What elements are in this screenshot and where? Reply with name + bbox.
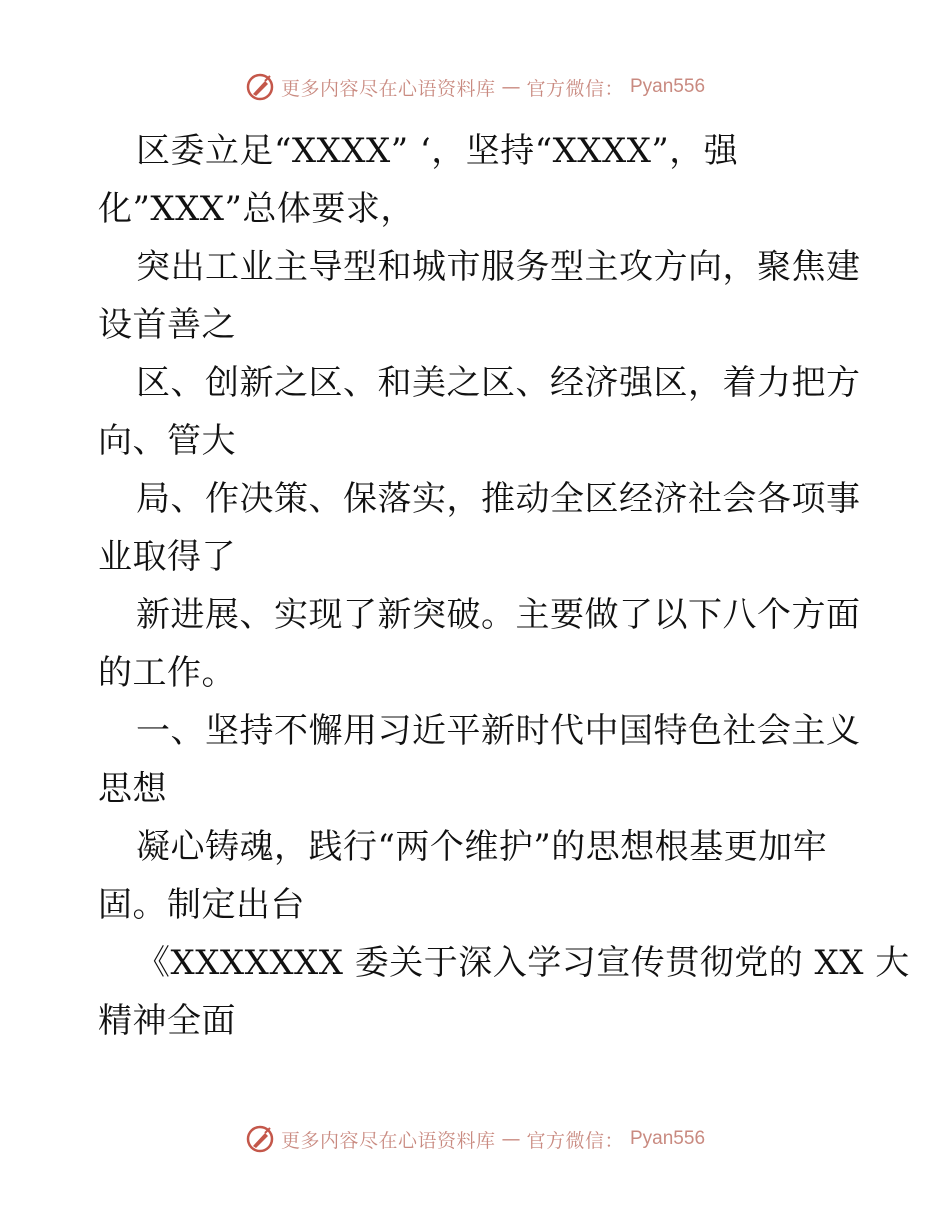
document-body (98, 122, 910, 1050)
watermark-separator: — (501, 76, 521, 98)
watermark-wechat-id: Pyan556 (630, 76, 706, 97)
text-line: 固。制定出台 (98, 885, 305, 925)
text-line: 局、作决策、保落实，推动全区经济社会各项事 (136, 479, 861, 519)
watermark-text: 更多内容尽在心语资料库 (280, 1129, 496, 1152)
watermark-separator: — (501, 1128, 521, 1150)
text-line: 区、创新之区、和美之区、经济强区，着力把方 (136, 363, 861, 403)
text-line: 区委立足“XXXX” ‘，坚持“XXXX”，强 (136, 131, 739, 171)
watermark-wechat-label: 官方微信： (526, 77, 624, 100)
watermark-text: 更多内容尽在心语资料库 (280, 77, 496, 100)
section-heading-line: 思想 (98, 769, 167, 809)
text-line: 业取得了 (98, 537, 236, 577)
text-line: 化”XXX”总体要求， (98, 189, 415, 229)
pen-nib-circle-icon (245, 72, 275, 102)
watermark-wechat-id: Pyan556 (630, 1128, 706, 1149)
pen-nib-circle-icon (245, 1124, 275, 1154)
text-line: 的工作。 (98, 653, 236, 693)
footer-watermark (0, 1124, 950, 1154)
watermark-wechat-label: 官方微信： (526, 1129, 624, 1152)
section-heading-line: 一、坚持不懈用习近平新时代中国特色社会主义 (136, 711, 861, 751)
text-line: 向、管大 (98, 421, 236, 461)
text-line: 新进展、实现了新突破。主要做了以下八个方面 (136, 595, 861, 635)
text-line: 凝心铸魂，践行“两个维护”的思想根基更加牢 (136, 827, 828, 867)
text-line: 精神全面 (98, 1001, 236, 1041)
text-line: 突出工业主导型和城市服务型主攻方向，聚焦建 (136, 247, 861, 287)
header-watermark (0, 72, 950, 102)
text-line: 《XXXXXXX 委关于深入学习宣传贯彻党的 XX 大 (136, 943, 910, 983)
text-line: 设首善之 (98, 305, 236, 345)
